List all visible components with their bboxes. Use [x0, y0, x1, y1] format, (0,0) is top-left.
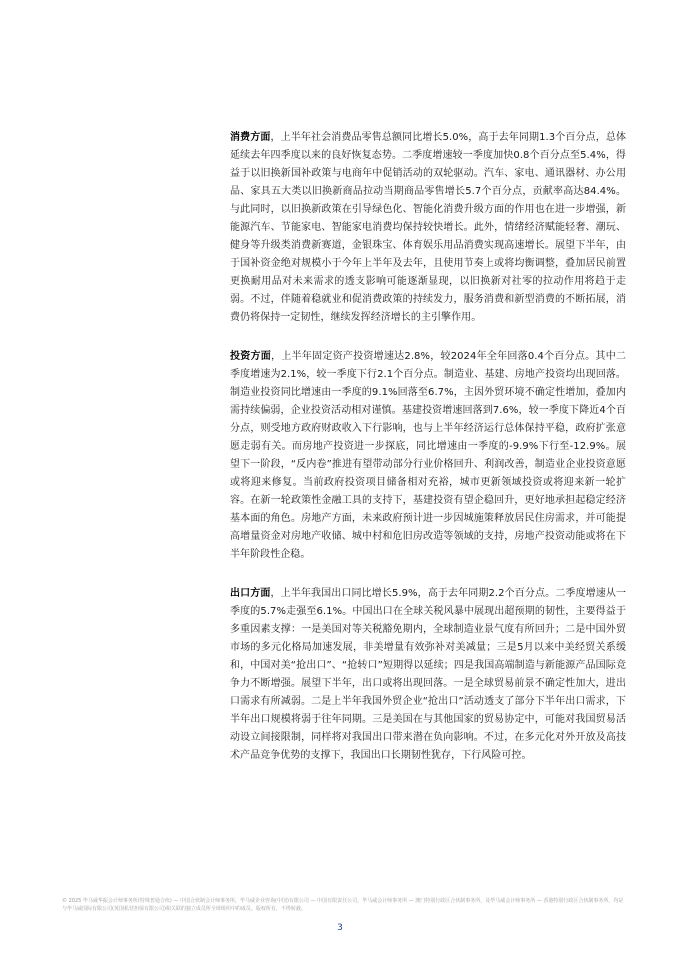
- page-number: 3: [337, 923, 343, 933]
- export-body: ，上半年我国出口同比增长5.9%，高于去年同期2.2个百分点。二季度增速从一季度的5.7%走强至6.1%。中国出口在全球关税风暴中展现出超预期的韧性，主要得益于多重因素支撑：一是美国对等关税豁免期内，全球制造业景气度有所回升；二是中国外贸市场的多元化格局加速发展，非美增量有效弥补对美减量；三是5月以来中美经贸关系缓和，中国对美“抢出口”、“抢转口”短期得以延续；四是我国高端制造与新能源产品国际竞争力不断增强。展望下半年，出口或将出现回落。一是全球贸易前景不确定性加大，进出口需求有所减弱。二是上半年我国外贸企业“抢出口”活动透支了部分下半年出口需求，下半年出口规模将弱于往年同期。三是美国在与其他国家的贸易协定中，可能对我国贸易活动设立间接限制，同样将对我国出口带来潜在负向影响。不过，在多元化对外开放及高技术产品竞争优势的支撑下，我国出口长期韧性犹存，下行风险可控。: [230, 588, 626, 761]
- export-heading: 出口方面: [230, 588, 271, 599]
- investment-body: ，上半年固定资产投资增速达2.8%，较2024年全年回落0.4个百分点。其中二季度增速为2.1%，较一季度下行2.1个百分点。制造业、基建、房地产投资均出现回落。制造业投资同比增速由一季度的9.1%回落至6.7%，主因外贸环境不确定性增加，叠加内需持续偏弱，企业投资活动相对谨慎。基建投资增速回落到7.6%，较一季度下降近4个百分点，则受地方政府财政收入下行影响，也与上半年经济运行总体保持平稳，政府扩张意愿走弱有关。而房地产投资进一步探底，同比增速由一季度的-9.9%下行至-12.9%。展望下一阶段，“反内卷”推进有望带动部分行业价格回升、利润改善，制造业企业投资意愿或将迎来修复。当前政府投资项目储备相对充裕，城市更新领域投资或将迎来新一轮扩容。在新一轮政策性金融工具的支持下，基建投资有望企稳回升，更好地承担起稳定经济基本面的角色。房地产方面，未来政府预计进一步因城施策释放居民住房需求，并可能提高增量资金对房地产收储、城中村和危旧房改造等领域的支持，房地产投资动能或将在下半年阶段性企稳。: [230, 351, 626, 560]
- investment-heading: 投资方面: [230, 351, 272, 362]
- main-content: [230, 129, 626, 786]
- copyright-footer: © 2025 毕马威华振会计师事务所(特殊普通合伙) — 中国合伙制会计师事务所，毕马威企业咨询(中国)有限公司 — 中国有限责任公司，毕马威会计师事务所 — 澳门特别行政区合伙制事务所，及毕马威会计师事务所 — 香港特别行政区合伙制事务所，均是与毕马威国际有限公司(英国私营担保有限公司)相关联的独立成员所全球组织中的成员。版权所有，不得转载。: [62, 898, 624, 912]
- investment-paragraph: [230, 348, 626, 564]
- export-paragraph: [230, 585, 626, 765]
- consumption-body: ，上半年社会消费品零售总额同比增长5.0%，高于去年同期1.3个百分点，总体延续去年四季度以来的良好恢复态势。二季度增速较一季度加快0.8个百分点至5.4%，得益于以旧换新国补政策与电商年中促销活动的双轮驱动。汽车、家电、通讯器材、办公用品、家具五大类以旧换新商品拉动当期商品零售增长5.7个百分点，贡献率高达84.4%。与此同时，以旧换新政策在引导绿色化、智能化消费升级方面的作用也在进一步增强，新能源汽车、节能家电、智能家电消费均保持较快增长。此外，情绪经济赋能轻奢、潮玩、健身等升级类消费新赛道，金银珠宝、体育娱乐用品消费实现高速增长。展望下半年，由于国补资金绝对规模小于今年上半年及去年，且使用节奏上或将均衡调整，叠加居民前置更换耐用品对未来需求的透支影响可能逐渐显现，以旧换新对社零的拉动作用将趋于走弱。不过，伴随着稳就业和促消费政策的持续发力，服务消费和新型消费的不断拓展，消费仍将保持一定韧性，继续发挥经济增长的主引擎作用。: [230, 132, 626, 323]
- consumption-paragraph: [230, 129, 626, 327]
- consumption-heading: 消费方面: [230, 132, 271, 143]
